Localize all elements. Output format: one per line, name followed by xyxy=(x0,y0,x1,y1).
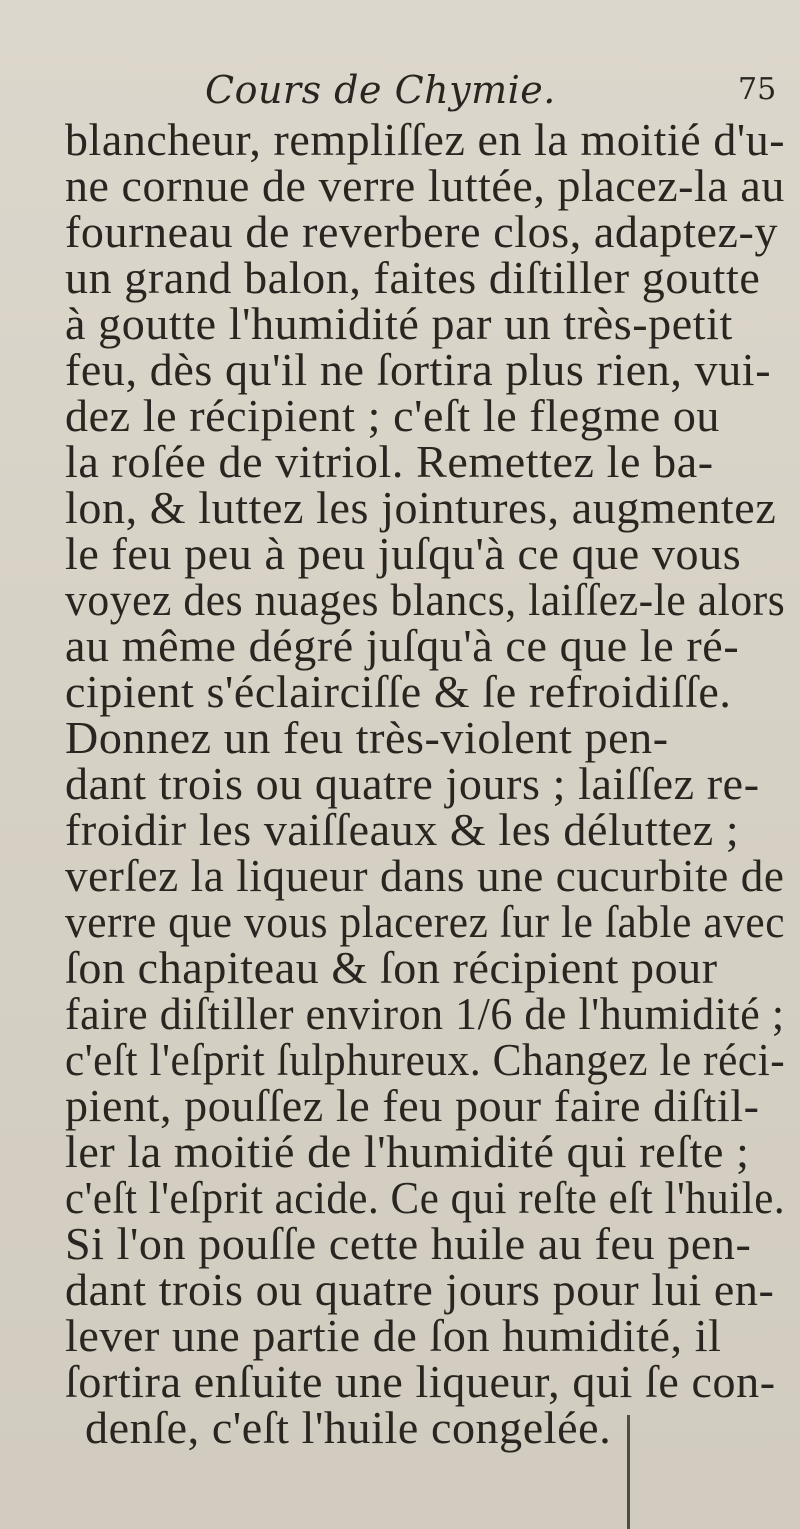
text-line: pient, pouſſez le feu pour faire diſtil- xyxy=(65,1080,760,1131)
text-line: fourneau de reverbere clos, adaptez-y xyxy=(65,206,779,257)
text-line: dez le récipient ; c'eſt le flegme ou xyxy=(65,390,721,441)
text-line: lever une partie de ſon humidité, il xyxy=(65,1310,722,1361)
text-line: ne cornue de verre luttée, placez-la au xyxy=(65,160,785,211)
text-line: voyez des nuages blancs, laiſſez-le alors xyxy=(65,574,786,625)
text-line: le feu peu à peu juſqu'à ce que vous xyxy=(65,528,742,579)
text-line: Si l'on pouſſe cette huile au feu pen- xyxy=(65,1218,752,1269)
binding-rule xyxy=(627,1415,630,1529)
text-line: c'eſt l'eſprit ſulphureux. Changez le réci- xyxy=(65,1034,786,1085)
text-line: dant trois ou quatre jours pour lui en- xyxy=(65,1264,775,1315)
text-line: dant trois ou quatre jours ; laiſſez re- xyxy=(65,758,760,809)
text-line: froidir les vaiſſeaux & les déluttez ; xyxy=(65,804,740,855)
text-line: ler la moitié de l'humidité qui reſte ; xyxy=(65,1126,750,1177)
text-line: Donnez un feu très-violent pen- xyxy=(65,712,669,763)
text-line: c'eſt l'eſprit acide. Ce qui reſte eſt l'huile. xyxy=(65,1172,786,1223)
text-line: cipient s'éclairciſſe & ſe refroidiſſe. xyxy=(65,666,732,717)
text-line: ſortira enſuite une liqueur, qui ſe con- xyxy=(65,1356,776,1407)
text-line: à goutte l'humidité par un très-petit xyxy=(65,298,733,349)
text-line: ſon chapiteau & ſon récipient pour xyxy=(65,942,718,993)
text-line: au même dégré juſqu'à ce que le ré- xyxy=(65,620,740,671)
text-line: un grand balon, faites diſtiller goutte xyxy=(65,252,761,303)
page-number: 75 xyxy=(738,72,777,107)
text-line: lon, & luttez les jointures, augmentez xyxy=(65,482,777,533)
text-line: la roſée de vitriol. Remettez le ba- xyxy=(65,436,714,487)
text-line: denſe, c'eſt l'huile congelée. xyxy=(85,1402,612,1453)
text-line: blancheur, rempliſſez en la moitié d'u- xyxy=(65,114,786,165)
page-header xyxy=(0,68,800,118)
text-line: verre que vous placerez ſur le ſable avec xyxy=(65,896,786,947)
text-line: faire diſtiller environ 1/6 de l'humidité ; xyxy=(65,988,785,1039)
text-line: verſez la liqueur dans une cucurbite de xyxy=(65,850,785,901)
text-line: feu, dès qu'il ne ſortira plus rien, vui- xyxy=(65,344,772,395)
running-title: Cours de Chymie. xyxy=(205,68,556,112)
